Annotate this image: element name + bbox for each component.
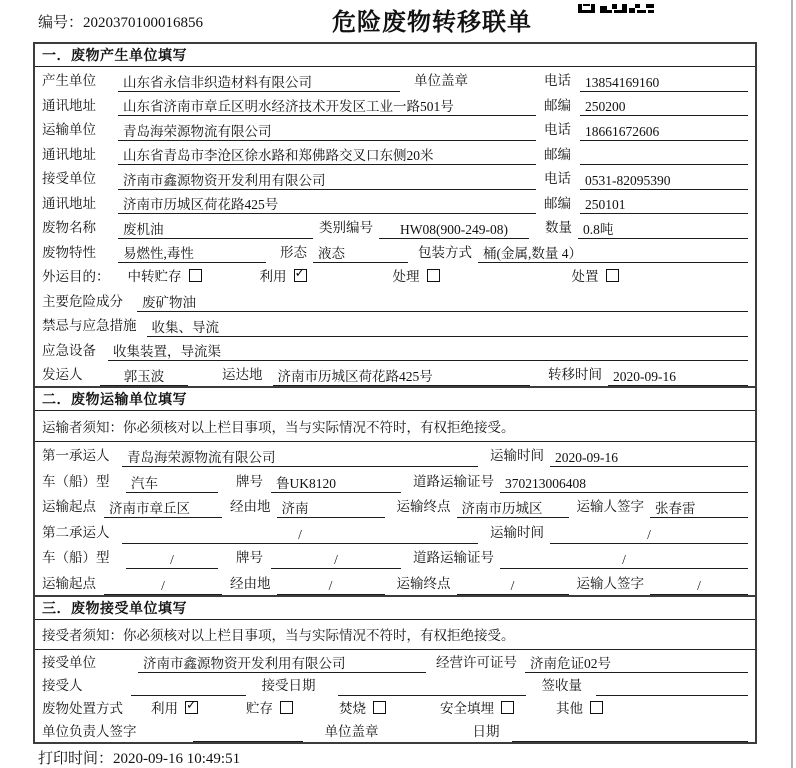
producer-zip-label: 邮编 — [544, 97, 571, 113]
receiver-unit-row — [35, 165, 755, 190]
checkbox-icon — [606, 269, 619, 282]
transporter-address-row — [35, 141, 755, 166]
route1-via-label: 经由地 — [230, 499, 271, 515]
waste-name-value: 废机油 — [118, 220, 313, 239]
taboo-measures-label: 禁忌与应急措施 — [42, 318, 137, 334]
waste-qty-value: 0.8吨 — [578, 220, 748, 239]
first-carrier-value: 青岛海荣源物流有限公司 — [122, 448, 478, 467]
purpose-option-transfer — [128, 265, 202, 285]
transporter-unit-label: 运输单位 — [42, 122, 96, 138]
manifest-form — [33, 42, 757, 744]
waste-character-value: 易燃性,毒性 — [118, 244, 266, 263]
vehicle2-type-label: 车（船）型 — [42, 550, 110, 566]
transporter-phone-label: 电话 — [544, 122, 571, 138]
packing-value: 桶(金属,数量 4） — [478, 244, 748, 263]
producer-phone-label: 电话 — [544, 73, 571, 89]
producer-address-row — [35, 92, 755, 117]
sign-date-label: 日期 — [472, 724, 500, 739]
unit-seal2-label: 单位盖章 — [324, 724, 379, 739]
plate1-value: 鲁UK8120 — [271, 474, 401, 493]
checkbox-icon — [501, 701, 514, 714]
transfer-time-label: 转移时间 — [548, 367, 602, 383]
purpose-option-label: 处置 — [571, 269, 599, 285]
print-time-label: 打印时间： — [38, 751, 114, 767]
taboo-measures-row — [35, 312, 755, 337]
checkbox-icon — [189, 269, 202, 282]
disposal-method-row — [35, 696, 755, 719]
disposal-option-label: 贮存 — [246, 701, 273, 716]
producer-zip-value: 250200 — [580, 97, 748, 116]
producer-unit-value: 山东省永信非织造材料有限公司 — [118, 73, 400, 92]
receipt-qty-label: 签收量 — [541, 678, 582, 693]
disposal-option-incinerate — [339, 697, 386, 717]
emergency-equipment-value: 收集装置，导流渠 — [108, 342, 748, 361]
route1-via-value: 济南 — [277, 499, 385, 518]
purpose-label: 外运目的： — [42, 269, 110, 285]
route2-end-value: / — [457, 576, 569, 595]
vehicle1-type-label: 车（船）型 — [42, 473, 110, 489]
checkbox-icon — [590, 701, 603, 714]
packing-label: 包装方式 — [418, 244, 472, 260]
route1-start-label: 运输起点 — [42, 499, 96, 515]
page-title: 危险废物转移联单 — [332, 10, 532, 36]
hazard-component-label: 主要危险成分 — [42, 293, 123, 309]
route2-start-label: 运输起点 — [42, 575, 96, 591]
hazard-component-value: 废矿物油 — [137, 293, 748, 312]
section-producer — [35, 44, 755, 386]
producer-phone-value: 13854169160 — [580, 73, 748, 92]
producer-address-value: 山东省济南市章丘区明水经济技术开发区工业一路501号 — [118, 97, 536, 116]
destination-label: 运达地 — [222, 367, 263, 383]
purpose-option-label: 处理 — [392, 269, 420, 285]
transporter-unit-value: 青岛海荣源物流有限公司 — [118, 122, 536, 141]
disposal-option-utilize — [151, 697, 198, 717]
transport-time2-value: / — [550, 525, 748, 544]
receipt-qty-value — [596, 677, 748, 696]
vehicle1-row — [35, 467, 755, 493]
permit2-label: 道路运输证号 — [413, 550, 494, 566]
transport-notice-text: 你必须核对以上栏目事项，当与实际情况不符时，有权拒绝接受。 — [123, 419, 515, 435]
section-receiver — [35, 595, 755, 742]
waste-name-label: 废物名称 — [42, 220, 96, 236]
acceptor-row — [35, 673, 755, 696]
transport-time-label: 运输时间 — [490, 448, 544, 464]
route2-start-value: / — [104, 576, 222, 595]
receiver-phone-label: 电话 — [544, 171, 571, 187]
disposal-option-landfill — [440, 697, 514, 717]
waste-code-value: HW08(900-249-08) — [379, 220, 529, 239]
license-value: 济南危证02号 — [525, 654, 748, 673]
responsible-sign-label: 单位负责人签字 — [42, 724, 137, 739]
checkbox-icon — [185, 701, 198, 714]
doc-number-label: 编号： — [38, 15, 84, 31]
section-transport-title: 二．废物运输单位填写 — [35, 388, 755, 411]
responsible-sign-value — [193, 723, 303, 742]
dispatch-row — [35, 361, 755, 386]
permit1-label: 道路运输证号 — [413, 473, 494, 489]
transport-notice — [35, 411, 755, 442]
section-transport — [35, 386, 755, 595]
page-right-edge — [791, 0, 793, 768]
route1-end-value: 济南市历城区 — [457, 499, 569, 518]
purpose-row — [35, 263, 755, 288]
waste-form-label: 形态 — [280, 244, 307, 260]
transporter-zip-value — [580, 146, 748, 165]
route1-row — [35, 493, 755, 519]
checkbox-icon — [280, 701, 293, 714]
receiver-notice — [35, 620, 755, 650]
second-carrier-row — [35, 518, 755, 544]
route2-via-label: 经由地 — [230, 575, 271, 591]
waste-character-label: 废物特性 — [42, 244, 96, 260]
waste-name-row — [35, 214, 755, 239]
destination-value: 济南市历城区荷花路425号 — [273, 367, 531, 386]
plate2-label: 牌号 — [236, 550, 263, 566]
purpose-option-treat — [393, 265, 440, 285]
transporter-zip-label: 邮编 — [544, 146, 571, 162]
receiver-notice-text: 你必须核对以上栏目事项，当与实际情况不符时，有权拒绝接受。 — [123, 628, 515, 643]
accept-unit-value: 济南市鑫源物资开发利用有限公司 — [138, 654, 426, 673]
section-receiver-title: 三．废物接受单位填写 — [35, 597, 755, 620]
receiver-zip-label: 邮编 — [544, 195, 571, 211]
receiver-notice-label: 接受者须知： — [42, 628, 123, 643]
vehicle2-type-value: / — [126, 550, 218, 569]
first-carrier-row — [35, 442, 755, 468]
plate2-value: / — [271, 550, 401, 569]
waste-form-value: 液态 — [313, 244, 408, 263]
route2-sign-value: / — [650, 576, 748, 595]
purpose-option-label: 中转贮存 — [127, 269, 182, 285]
hazard-component-row — [35, 288, 755, 313]
print-time — [38, 747, 240, 768]
doc-number-value: 2020370100016856 — [83, 15, 204, 31]
receiver-address-label: 通讯地址 — [42, 195, 96, 211]
disposal-option-label: 其他 — [556, 701, 583, 716]
disposal-option-label: 焚烧 — [339, 701, 366, 716]
plate1-label: 牌号 — [236, 473, 263, 489]
receiver-zip-value: 250101 — [580, 195, 748, 214]
emergency-equipment-label: 应急设备 — [42, 342, 96, 358]
waste-code-label: 类别编号 — [319, 220, 373, 236]
vehicle1-type-value: 汽车 — [126, 474, 218, 493]
receiver-unit-value: 济南市鑫源物资开发利用有限公司 — [118, 171, 536, 190]
dispatcher-value: 郭玉波 — [100, 367, 188, 386]
print-time-value: 2020-09-16 10:49:51 — [113, 751, 241, 767]
license-label: 经营许可证号 — [436, 655, 517, 670]
purpose-option-utilize — [260, 265, 307, 285]
disposal-option-label: 安全填埋 — [440, 701, 494, 716]
taboo-measures-value: 收集、导流 — [147, 318, 749, 337]
producer-unit-label: 产生单位 — [42, 73, 96, 89]
receiver-address-value: 济南市历城区荷花路425号 — [118, 195, 536, 214]
permit2-value: / — [500, 550, 748, 569]
checkbox-icon — [294, 269, 307, 282]
dispatcher-label: 发运人 — [42, 367, 83, 383]
transporter-phone-value: 18661672606 — [580, 122, 748, 141]
acceptor-value — [131, 677, 246, 696]
transporter-address-value: 山东省青岛市李沧区徐水路和郑佛路交叉口东侧20米 — [118, 146, 536, 165]
checkbox-icon — [373, 701, 386, 714]
route2-end-label: 运输终点 — [396, 575, 451, 591]
waste-qty-label: 数量 — [545, 220, 572, 236]
permit1-value: 370213006408 — [500, 474, 748, 493]
route1-start-value: 济南市章丘区 — [104, 499, 222, 518]
route2-sign-label: 运输人签字 — [576, 575, 644, 591]
transport-time2-label: 运输时间 — [490, 524, 544, 540]
transport-time-value: 2020-09-16 — [550, 448, 748, 467]
accept-date-label: 接受日期 — [261, 678, 316, 693]
qr-code-fragment-icon — [578, 0, 654, 18]
vehicle2-row — [35, 544, 755, 570]
section-producer-title: 一．废物产生单位填写 — [35, 44, 755, 67]
disposal-method-label: 废物处置方式 — [42, 701, 123, 716]
receiver-unit-label: 接受单位 — [42, 171, 96, 187]
responsible-sign-row — [35, 719, 755, 742]
route2-row — [35, 569, 755, 595]
route1-sign-label: 运输人签字 — [576, 499, 644, 515]
purpose-option-dispose — [572, 265, 619, 285]
accept-date-value — [338, 677, 526, 696]
second-carrier-label: 第二承运人 — [42, 524, 110, 540]
disposal-option-store — [246, 697, 293, 717]
producer-unit-row — [35, 67, 755, 92]
transporter-unit-row — [35, 116, 755, 141]
route2-via-value: / — [277, 576, 385, 595]
waste-character-row — [35, 239, 755, 264]
route1-sign-value: 张春雷 — [650, 499, 748, 518]
transfer-time-value: 2020-09-16 — [608, 367, 748, 386]
purpose-option-label: 利用 — [259, 269, 287, 285]
accept-unit-row — [35, 650, 755, 673]
route1-end-label: 运输终点 — [396, 499, 451, 515]
doc-number — [38, 11, 203, 32]
receiver-address-row — [35, 190, 755, 215]
producer-address-label: 通讯地址 — [42, 97, 96, 113]
checkbox-icon — [427, 269, 440, 282]
receiver-phone-value: 0531-82095390 — [580, 171, 748, 190]
second-carrier-value: / — [122, 525, 478, 544]
emergency-equipment-row — [35, 337, 755, 362]
unit-seal-label: 单位盖章 — [414, 73, 468, 89]
transporter-address-label: 通讯地址 — [42, 146, 96, 162]
acceptor-label: 接受人 — [42, 678, 83, 693]
disposal-option-other — [556, 697, 603, 717]
first-carrier-label: 第一承运人 — [42, 448, 110, 464]
sign-date-value — [512, 723, 749, 742]
disposal-option-label: 利用 — [151, 701, 178, 716]
accept-unit-label: 接受单位 — [42, 655, 96, 670]
transport-notice-label: 运输者须知： — [42, 419, 123, 435]
